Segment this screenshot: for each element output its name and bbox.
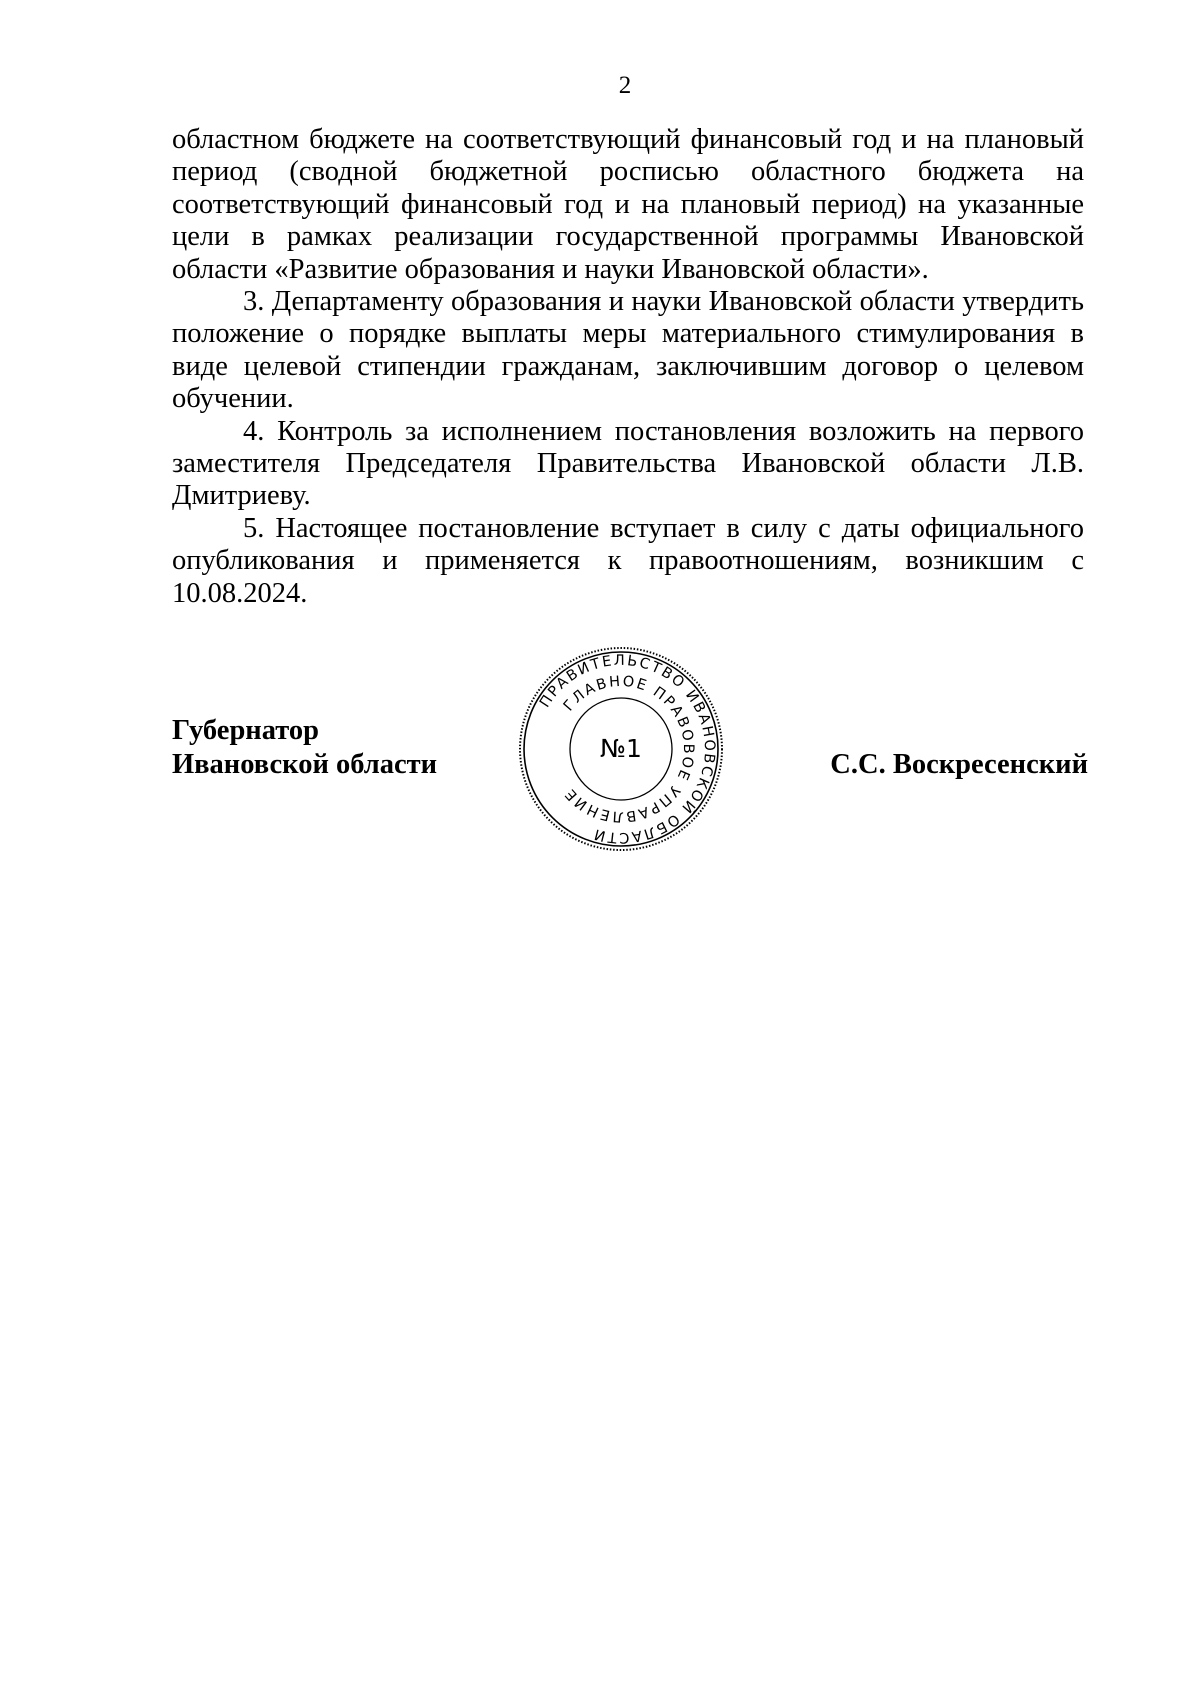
signatory-position bbox=[172, 714, 437, 782]
signatory-name: С.С. Воскресенский bbox=[830, 749, 1088, 780]
official-seal-stamp bbox=[516, 644, 726, 854]
seal-graphic bbox=[516, 644, 726, 854]
paragraph-budget-continuation: областном бюджете на соответствующий финансовый год и на плановый период (сводной бюджетной росписью областного бюджета на соответствующий финансовый год и на плановый период) на указанные цели в рамках реализации государственной программы Ивановской области «Развитие образования и науки Ивановской области». bbox=[172, 124, 1084, 285]
seal-inner-text: ГЛАВНОЕ ПРАВОВОЕ УПРАВЛЕНИЕ bbox=[560, 673, 697, 825]
seal-outer-text: ПРАВИТЕЛЬСТВО ИВАНОВСКОЙ ОБЛАСТИ bbox=[537, 652, 718, 846]
page-number: 2 bbox=[618, 72, 632, 99]
paragraph-item-5: 5. Настоящее постановление вступает в силу с даты официального опубликования и применяется к правоотношениям, возникшим с 10.08.2024. bbox=[172, 512, 1084, 609]
signatory-position-line1: Губернатор bbox=[172, 715, 319, 746]
signatory-position-line2: Ивановской области bbox=[172, 749, 438, 780]
paragraph-item-3: 3. Департаменту образования и науки Ивановской области утвердить положение о порядке выплаты меры материального стимулирования в виде целевой стипендии гражданам, заключившим договор о целевом обучении. bbox=[172, 286, 1084, 415]
paragraph-item-4: 4. Контроль за исполнением постановления возложить на первого заместителя Председателя Правительства Ивановской области Л.В. Дмитриеву. bbox=[172, 415, 1084, 512]
document-body bbox=[172, 124, 1084, 610]
seal-number: №1 bbox=[600, 734, 642, 763]
